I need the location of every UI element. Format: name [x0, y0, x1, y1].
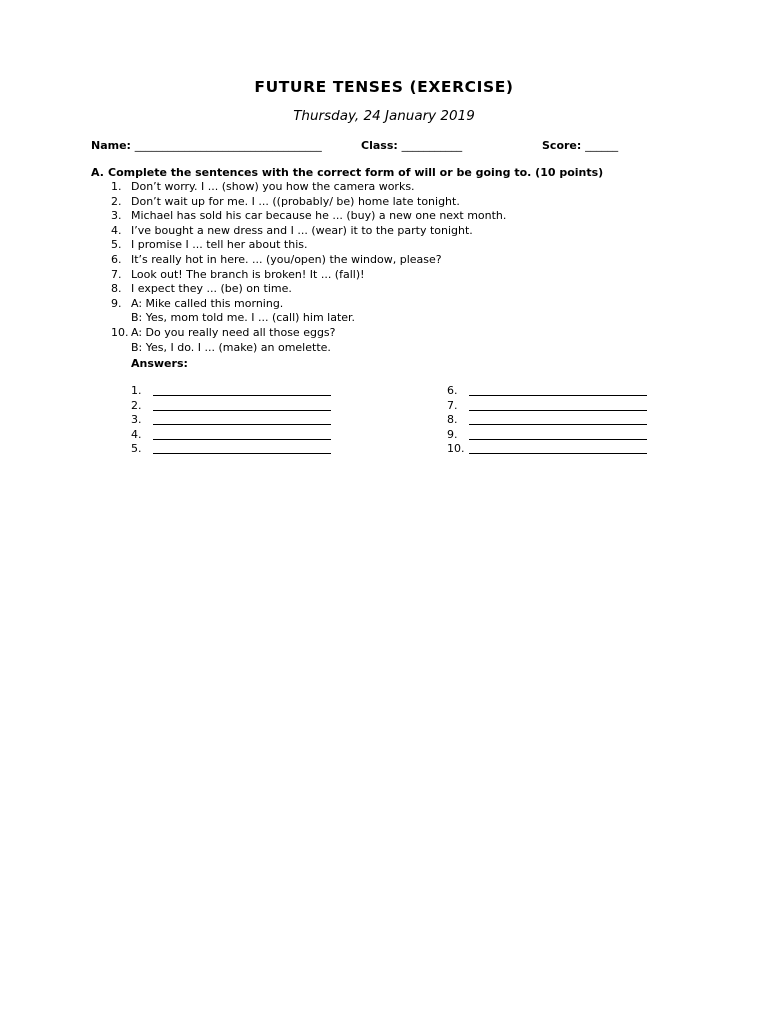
- item-number: 9.: [111, 296, 122, 310]
- exercise-item: [105, 253, 506, 268]
- answer-blank[interactable]: [153, 442, 331, 454]
- exercise-item: [105, 209, 506, 224]
- answer-number: 3.: [131, 413, 142, 426]
- item-number: 10.: [111, 325, 129, 339]
- answer-blank[interactable]: [153, 399, 331, 411]
- section-instruction: Complete the sentences with the correct form of will or be going to. (10 points): [108, 166, 604, 179]
- answer-row: [447, 413, 647, 428]
- item-number: 1.: [111, 180, 122, 193]
- class-label: Class:: [361, 139, 398, 152]
- answer-number: 8.: [447, 413, 458, 426]
- item-text: Don’t wait up for me. I ... ((probably/ be) home late tonight.: [131, 194, 460, 208]
- item-continuation: B: Yes, I do. I ... (make) an omelette.: [131, 340, 331, 354]
- answers-column-right: [447, 384, 647, 457]
- answer-blank[interactable]: [469, 413, 647, 425]
- exercise-item: [105, 297, 506, 312]
- answer-blank[interactable]: [469, 384, 647, 396]
- class-blank: ___________: [401, 139, 463, 152]
- item-text: A: Do you really need all those eggs?: [131, 325, 336, 339]
- answer-row: [131, 428, 331, 443]
- answer-number: 4.: [131, 427, 142, 441]
- item-text: I promise I ... tell her about this.: [131, 238, 308, 252]
- section-a-heading: [91, 166, 603, 179]
- answer-blank[interactable]: [153, 384, 331, 396]
- item-continuation: B: Yes, mom told me. I ... (call) him later.: [131, 311, 356, 325]
- answer-number: 9.: [447, 427, 458, 441]
- answer-number: 7.: [447, 398, 458, 412]
- item-number: 3.: [111, 209, 122, 223]
- item-text: I expect they ... (be) on time.: [131, 282, 292, 296]
- item-text: It’s really hot in here. ... (you/open) the window, please?: [131, 252, 442, 266]
- name-field: [91, 139, 322, 152]
- answer-row: [131, 399, 331, 414]
- exercise-item: [105, 180, 506, 195]
- item-text: Don’t worry. I ... (show) you how the camera works.: [131, 180, 415, 193]
- answer-row: [131, 413, 331, 428]
- score-label: Score:: [542, 139, 582, 152]
- answers-column-left: [131, 384, 331, 457]
- item-number: 2.: [111, 194, 122, 208]
- item-number: 7.: [111, 267, 122, 281]
- item-text: I’ve bought a new dress and I ... (wear) it to the party tonight.: [131, 223, 473, 237]
- item-text: Michael has sold his car because he ... (buy) a new one next month.: [131, 209, 507, 223]
- answer-blank[interactable]: [153, 413, 331, 425]
- page-title: FUTURE TENSES (EXERCISE): [254, 78, 514, 96]
- answer-row: [131, 442, 331, 457]
- score-blank: ______: [585, 139, 619, 152]
- answers-label: Answers:: [131, 357, 188, 370]
- answer-number: 5.: [131, 442, 142, 455]
- answer-number: 10.: [447, 442, 465, 455]
- answer-number: 2.: [131, 398, 142, 412]
- item-number: 8.: [111, 282, 122, 296]
- section-letter: A.: [91, 166, 104, 179]
- answer-blank[interactable]: [469, 428, 647, 440]
- answer-row: [447, 384, 647, 399]
- score-field: [542, 139, 618, 152]
- answer-blank[interactable]: [153, 428, 331, 440]
- answer-blank[interactable]: [469, 442, 647, 454]
- item-number: 5.: [111, 238, 122, 252]
- exercise-item: [105, 195, 506, 210]
- answer-row: [447, 428, 647, 443]
- answer-row: [447, 442, 647, 457]
- answer-number: 1.: [131, 384, 142, 397]
- exercise-item: [105, 238, 506, 253]
- item-number: 6.: [111, 252, 122, 266]
- class-field: [361, 139, 462, 152]
- answer-row: [131, 384, 331, 399]
- name-blank: __________________________________: [134, 139, 322, 152]
- exercise-item: [105, 326, 506, 341]
- item-text: Look out! The branch is broken! It ... (fall)!: [131, 267, 365, 281]
- page-date: Thursday, 24 January 2019: [293, 108, 475, 124]
- item-number: 4.: [111, 223, 122, 237]
- exercise-list: [105, 180, 506, 355]
- name-label: Name:: [91, 139, 131, 152]
- item-text: A: Mike called this morning.: [131, 296, 284, 310]
- answer-number: 6.: [447, 384, 458, 397]
- exercise-item: [105, 268, 506, 283]
- answer-row: [447, 399, 647, 414]
- exercise-item: [105, 224, 506, 239]
- exercise-item: [105, 282, 506, 297]
- answer-blank[interactable]: [469, 399, 647, 411]
